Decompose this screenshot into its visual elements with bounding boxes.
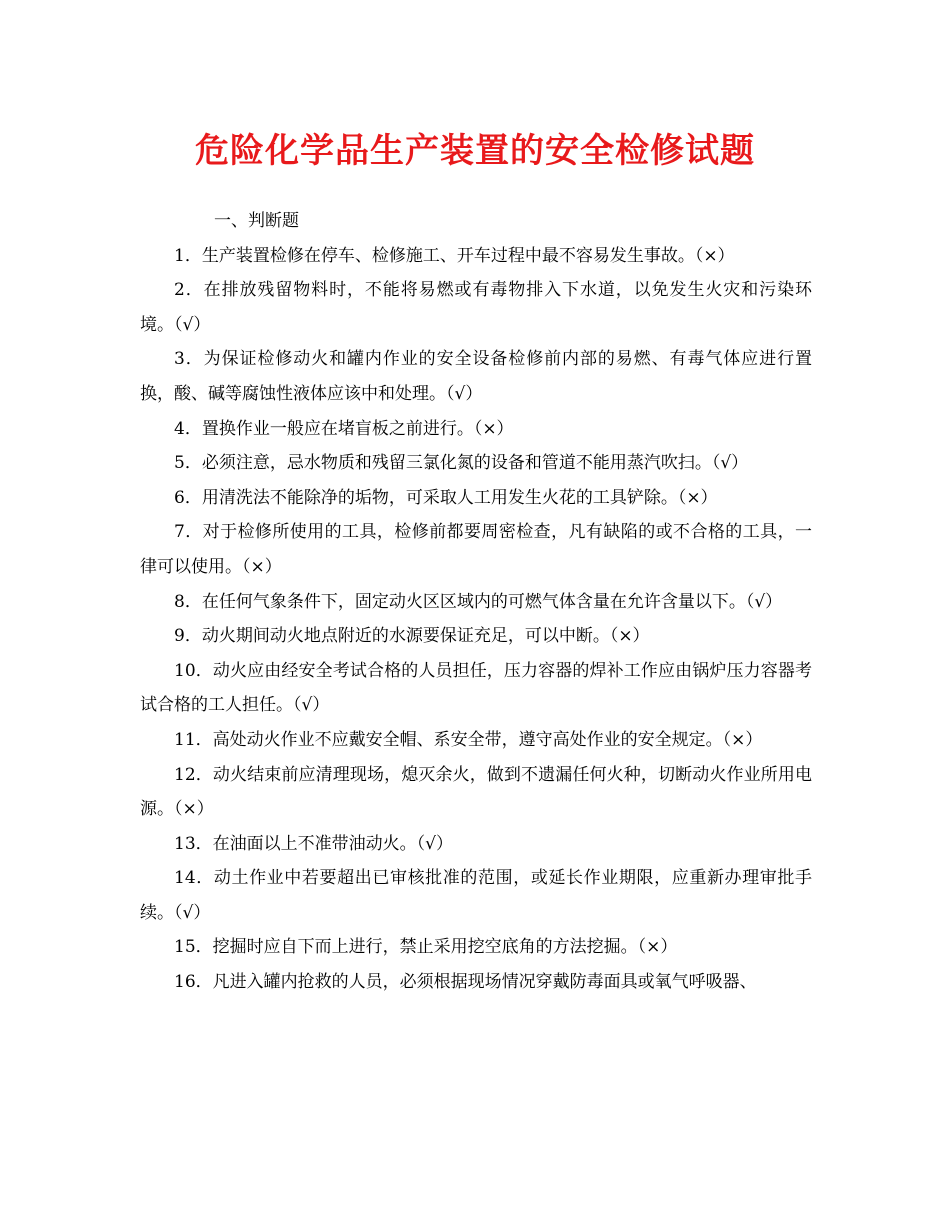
- question-item: 11．高处动火作业不应戴安全帽、系安全带，遵守高处作业的安全规定。（×）: [174, 729, 763, 750]
- question-item: 6．用清洗法不能除净的垢物，可采取人工用发生火花的工具铲除。（×）: [174, 487, 718, 508]
- section-heading: 一、判断题: [214, 211, 299, 231]
- question-item: 16．凡进入罐内抢救的人员，必须根据现场情况穿戴防毒面具或氧气呼吸器、: [174, 972, 757, 993]
- question-item: 4．置换作业一般应在堵盲板之前进行。（×）: [174, 418, 514, 439]
- question-item: 8．在任何气象条件下，固定动火区区域内的可燃气体含量在允许含量以下。（√）: [174, 591, 783, 612]
- question-item: 9．动火期间动火地点附近的水源要保证充足，可以中断。（×）: [174, 626, 650, 647]
- document-title: 危险化学品生产装置的安全检修试题: [195, 131, 755, 171]
- question-item: 12．动火结束前应清理现场，熄灭余火，做到不遗漏任何火种，切断动火作业所用电源。（×）: [140, 764, 812, 820]
- question-item: 7．对于检修所使用的工具，检修前都要周密检查，凡有缺陷的或不合格的工具，一律可以使用。（×）: [140, 522, 812, 577]
- question-item: 15．挖掘时应自下而上进行，禁止采用挖空底角的方法挖掘。（×）: [174, 937, 678, 958]
- question-item: 1．生产装置检修在停车、检修施工、开车过程中最不容易发生事故。（×）: [174, 245, 735, 266]
- document-body: [140, 204, 812, 1000]
- question-item: 3．为保证检修动火和罐内作业的安全设备检修前内部的易燃、有毒气体应进行置换，酸、碱等腐蚀性液体应该中和处理。（√）: [140, 349, 812, 404]
- question-item: 5．必须注意，忌水物质和残留三氯化氮的设备和管道不能用蒸汽吹扫。（√）: [174, 453, 749, 474]
- question-item: 2．在排放残留物料时，不能将易燃或有毒物排入下水道，以免发生火灾和污染环境。（√）: [140, 280, 812, 335]
- question-item: 13．在油面以上不准带油动火。（√）: [174, 833, 453, 854]
- question-item: 14．动土作业中若要超出已审核批准的范围，或延长作业期限，应重新办理审批手续。（√）: [140, 868, 812, 923]
- question-item: 10．动火应由经安全考试合格的人员担任，压力容器的焊补工作应由锅炉压力容器考试合格的工人担任。（√）: [140, 660, 812, 716]
